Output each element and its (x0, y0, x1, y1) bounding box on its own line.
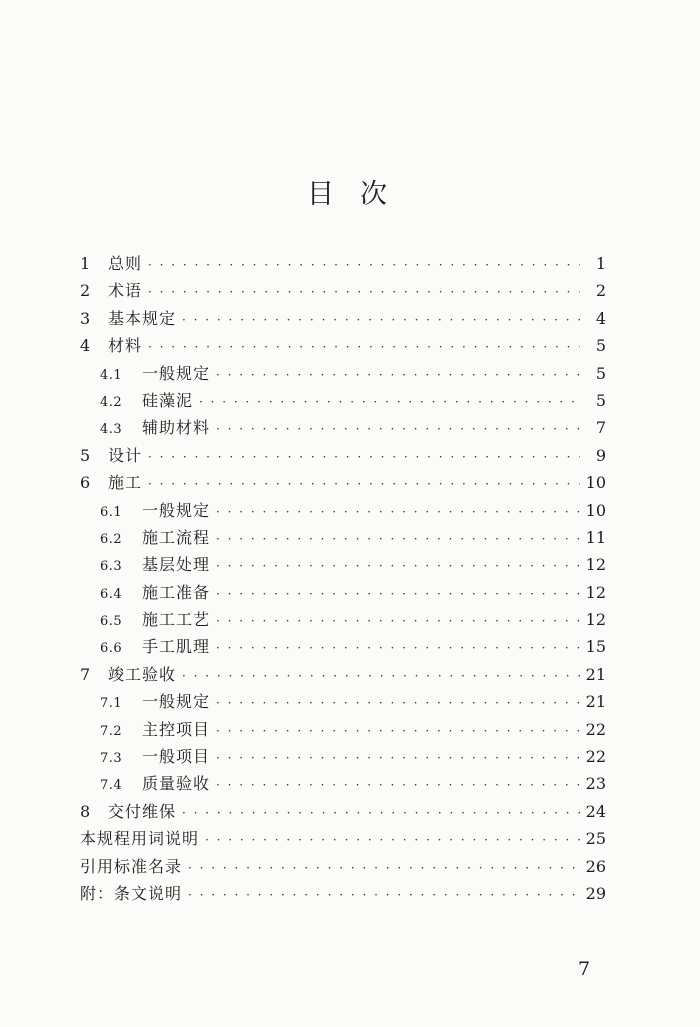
toc-entry-page: 24 (585, 801, 606, 821)
toc-entry[interactable] (80, 524, 606, 551)
toc-entry-page: 7 (595, 418, 606, 438)
dot-leader (182, 800, 580, 825)
toc-entry-page: 10 (585, 500, 606, 520)
toc-entry[interactable] (80, 579, 606, 606)
toc-entry-page: 29 (585, 883, 606, 903)
toc-entry[interactable] (80, 661, 606, 688)
toc-entry-page: 12 (585, 610, 606, 630)
toc-entry[interactable] (80, 414, 606, 441)
toc-entry-label: 施工准备 (142, 582, 211, 602)
toc-entry-number: 4.1 (100, 367, 123, 383)
toc-entry-page: 5 (595, 336, 606, 356)
dot-leader (216, 526, 580, 551)
toc-entry-page: 9 (595, 445, 606, 465)
dot-leader (188, 882, 580, 907)
toc-entry-number: 6.5 (100, 614, 123, 630)
toc-entry-label: 总则 (108, 254, 143, 273)
toc-entry-number: 6.1 (100, 504, 123, 520)
toc-entry-label: 硅藻泥 (142, 390, 194, 410)
toc-entry-page: 22 (585, 719, 606, 739)
toc-entry[interactable] (80, 770, 606, 797)
toc-entry[interactable] (80, 442, 606, 469)
toc-entry[interactable] (80, 332, 606, 359)
toc-entry-number: 6.6 (100, 641, 123, 657)
toc-entry-number: 7.3 (100, 751, 123, 767)
toc-entry[interactable] (80, 551, 606, 578)
toc-entry-label: 一般规定 (142, 363, 211, 383)
toc-entry[interactable] (80, 497, 606, 524)
toc-entry-number: 4.3 (100, 422, 123, 438)
toc-entry[interactable] (80, 277, 606, 304)
toc-entry-label: 本规程用词说明 (80, 829, 200, 849)
toc-entry-number: 6.2 (100, 531, 123, 547)
toc-entry-number: 3 (80, 308, 91, 328)
toc-entry-page: 10 (585, 473, 606, 493)
toc-entry-number: 7.1 (100, 696, 123, 712)
toc-entry-label: 竣工验收 (108, 664, 177, 684)
toc-entry-page: 25 (585, 829, 606, 849)
dot-leader (199, 389, 580, 414)
toc-entry-label: 基层处理 (142, 555, 211, 575)
dot-leader (148, 279, 580, 304)
toc-entry-label: 一般规定 (142, 500, 211, 520)
toc-entry[interactable] (80, 825, 606, 852)
toc-entry[interactable] (80, 250, 606, 277)
table-of-contents (80, 250, 606, 907)
toc-entry[interactable] (80, 743, 606, 770)
toc-entry-number: 7.2 (100, 723, 123, 739)
dot-leader (216, 745, 580, 770)
toc-entry-number: 8 (80, 801, 91, 821)
toc-entry-page: 15 (585, 637, 606, 657)
toc-entry-label: 施工工艺 (142, 610, 211, 630)
toc-entry-label: 手工肌理 (142, 637, 211, 657)
dot-leader (188, 855, 580, 880)
toc-entry[interactable] (80, 305, 606, 332)
toc-entry[interactable] (80, 880, 606, 907)
toc-entry-number: 2 (80, 281, 91, 301)
toc-entry-number: 6 (80, 473, 91, 493)
toc-entry-number: 6.4 (100, 586, 123, 602)
toc-entry-label: 施工 (108, 473, 143, 493)
dot-leader (216, 772, 580, 797)
toc-entry-label: 基本规定 (108, 308, 177, 328)
toc-entry-label: 设计 (108, 445, 143, 465)
toc-entry-page: 5 (595, 390, 606, 410)
toc-entry[interactable] (80, 798, 606, 825)
toc-entry-label: 一般项目 (142, 747, 211, 767)
toc-entry[interactable] (80, 469, 606, 496)
toc-entry[interactable] (80, 853, 606, 880)
dot-leader (148, 444, 580, 469)
toc-entry[interactable] (80, 633, 606, 660)
toc-entry[interactable] (80, 387, 606, 414)
dot-leader (148, 334, 580, 359)
toc-entry[interactable] (80, 606, 606, 633)
toc-entry-page: 12 (585, 582, 606, 602)
toc-entry-page: 26 (585, 856, 606, 876)
toc-entry-page: 21 (585, 664, 606, 684)
toc-entry[interactable] (80, 360, 606, 387)
dot-leader (216, 499, 580, 524)
dot-leader (216, 553, 580, 578)
dot-leader (216, 416, 580, 441)
toc-entry-label: 附：条文说明 (80, 883, 183, 903)
toc-entry-page: 22 (585, 747, 606, 767)
toc-entry-number: 7 (80, 664, 91, 684)
dot-leader (216, 635, 580, 660)
toc-entry-page: 11 (585, 527, 606, 547)
toc-entry-label: 辅助材料 (142, 418, 211, 438)
toc-entry-label: 一般规定 (142, 692, 211, 712)
toc-entry-label: 术语 (108, 281, 143, 301)
toc-entry-number: 4.2 (100, 394, 123, 410)
toc-entry-number: 1 (80, 254, 91, 273)
toc-entry-page: 5 (595, 363, 606, 383)
dot-leader (216, 581, 580, 606)
dot-leader (216, 362, 580, 387)
toc-entry-page: 2 (595, 281, 606, 301)
toc-entry[interactable] (80, 716, 606, 743)
toc-entry-label: 施工流程 (142, 527, 211, 547)
toc-entry-number: 5 (80, 445, 91, 465)
toc-entry-label: 质量验收 (142, 774, 211, 794)
dot-leader (216, 690, 580, 715)
dot-leader (148, 471, 580, 496)
toc-entry-page: 12 (585, 555, 606, 575)
toc-entry-number: 6.3 (100, 559, 123, 575)
toc-entry-label: 引用标准名录 (80, 856, 183, 876)
toc-entry[interactable] (80, 688, 606, 715)
dot-leader (216, 608, 580, 633)
dot-leader (182, 307, 580, 332)
dot-leader (205, 827, 580, 852)
toc-entry-label: 材料 (108, 336, 143, 356)
toc-entry-page: 21 (585, 692, 606, 712)
toc-entry-number: 4 (80, 336, 91, 356)
dot-leader (148, 252, 580, 277)
page-number: 7 (578, 958, 591, 980)
dot-leader (216, 718, 580, 743)
toc-entry-page: 23 (585, 774, 606, 794)
toc-entry-number: 7.4 (100, 778, 123, 794)
dot-leader (182, 663, 580, 688)
toc-entry-label: 交付维保 (108, 801, 177, 821)
page-title: 目次 (307, 179, 413, 210)
toc-entry-page: 1 (595, 254, 606, 273)
toc-entry-page: 4 (595, 308, 606, 328)
toc-entry-label: 主控项目 (142, 719, 211, 739)
